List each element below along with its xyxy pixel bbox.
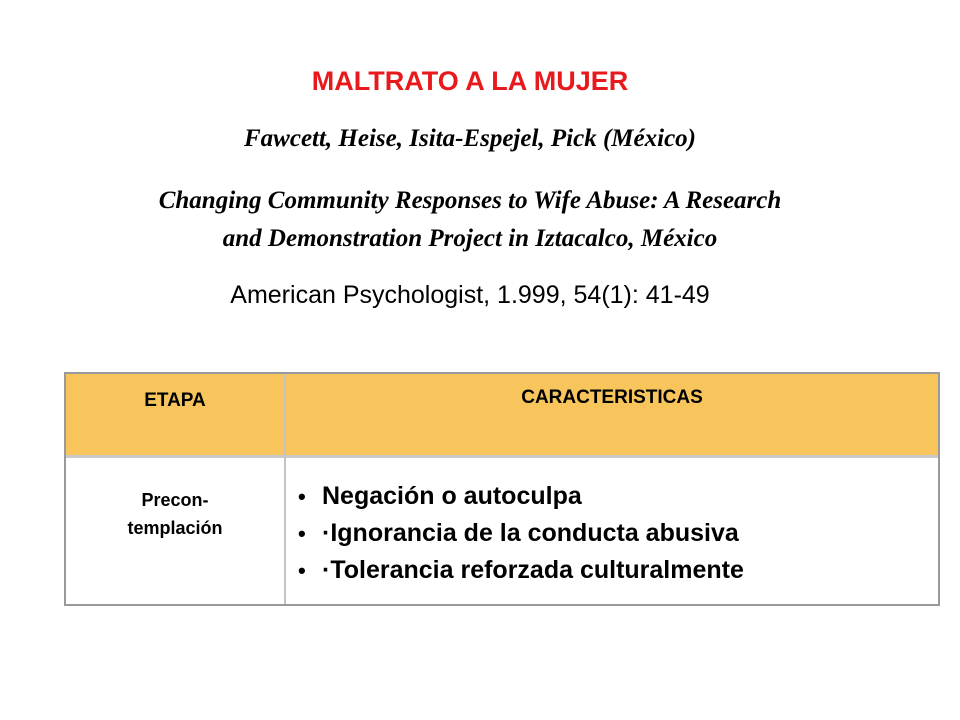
header-etapa: ETAPA	[144, 390, 206, 411]
citation: American Psychologist, 1.999, 54(1): 41-49	[230, 281, 710, 309]
bullet-icon: •	[298, 558, 306, 583]
stage-line-1: Precon-	[141, 490, 209, 510]
list-item	[298, 515, 744, 552]
list-item	[298, 552, 744, 589]
paper-title	[60, 182, 880, 258]
list-item	[298, 478, 744, 515]
header-caracteristicas: CARACTERISTICAS	[521, 387, 703, 408]
stage-cell	[66, 486, 284, 542]
bullet-icon: •	[298, 484, 306, 509]
paper-title-line-2: and Demonstration Project in Iztacalco, México	[222, 225, 718, 252]
paper-title-line-1: Changing Community Responses to Wife Abuse: A Research	[158, 187, 782, 214]
authors: Fawcett, Heise, Isita-Espejel, Pick (México)	[244, 125, 696, 152]
slide-title: MALTRATO A LA MUJER	[311, 66, 629, 96]
bullet-icon: •	[298, 521, 306, 546]
stages-table	[64, 372, 940, 606]
list-item-text: ·Tolerancia reforzada culturalmente	[322, 556, 744, 584]
stage-line-2: templación	[127, 518, 223, 538]
characteristics-list	[298, 478, 744, 589]
list-item-text: ·Ignorancia de la conducta abusiva	[322, 519, 739, 547]
list-item-text: Negación o autoculpa	[322, 482, 582, 510]
